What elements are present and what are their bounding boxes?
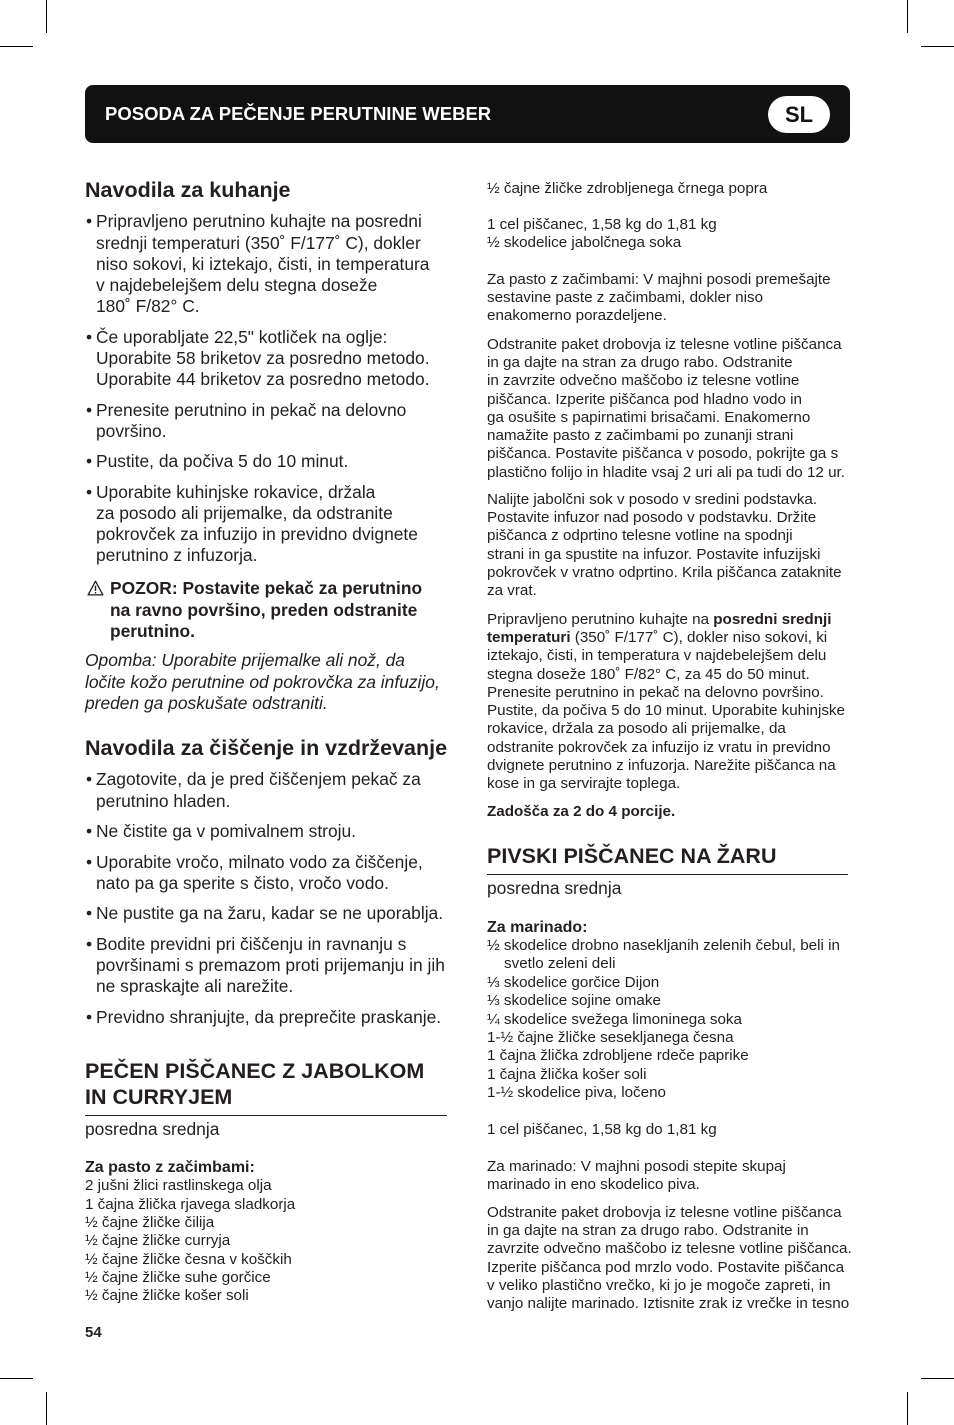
ingredient-item (487, 974, 848, 992)
text-line: PIVSKI PIŠČANEC NA ŽARU (487, 844, 777, 868)
text-line: 1-½ čajne žličke sesekljanega česna (487, 1028, 734, 1046)
text-line: • Ne pustite ga na žaru, kadar se ne uporablja. (96, 903, 444, 924)
text-line: nato pa ga sperite s čisto, vročo vodo. (96, 872, 389, 893)
text-line: ½ čajne žličke česna v koščkih (85, 1250, 292, 1268)
text-line: IN CURRYJEM (85, 1085, 233, 1109)
main-ingredients (487, 216, 848, 253)
section-title: POSODA ZA PEČENJE PERUTNINE WEBER (105, 103, 492, 124)
text-line: piščanca. Izperite piščanca pod hladno vodo in (487, 390, 802, 408)
marinade-ingredients (487, 919, 848, 1103)
text-line: za posodo ali prijemalke, da odstranite (96, 503, 393, 524)
crop-mark (46, 0, 47, 33)
ingredient-list (85, 1177, 447, 1306)
ingredients-subheading: Za pasto z začimbami: (85, 1158, 255, 1176)
text-line: perutnino z infuzorja. (96, 545, 258, 566)
warning-text (110, 578, 472, 642)
text-line: piščanca. Postavite piščanca v posodo, pokrijte ga s (487, 445, 839, 463)
text-line: ⅓ skodelice gorčice Dijon (487, 973, 660, 991)
text-line: dvignete perutnino z infuzorja. Narežite piščanca na (487, 757, 836, 775)
ingredient-item (487, 1047, 848, 1065)
text-line: strani in ga spustite na infuzor. Postavite infuzijski (487, 545, 821, 563)
bullet-item (85, 852, 447, 894)
text-line: ⅓ skodelice sojine omake (487, 992, 661, 1010)
text-line: niso sokovi, ki iztekajo, čisti, in temperatura (96, 253, 430, 274)
text-line (487, 629, 848, 647)
text-line: ½ skodelice drobno nasekljanih zelenih čebul, beli in (487, 937, 840, 955)
text-line: v veliko plastično vrečko, ki jo je mogoče zapreti, in (487, 1276, 831, 1294)
note-text (85, 650, 447, 714)
text-line: ½ čajne žličke suhe gorčice (85, 1269, 271, 1287)
text-line: Uporabite 44 briketov za posredno metodo. (96, 369, 430, 390)
text-line: 1 čajna žlička košer soli (487, 1065, 647, 1083)
text-line: PEČEN PIŠČANEC Z JABOLKOM (85, 1059, 425, 1083)
ingredient-item (487, 1011, 848, 1029)
text-line: sestavine paste z začimbami, dokler niso (487, 288, 764, 306)
text-line: • Pripravljeno perutnino kuhajte na posredni (96, 211, 422, 232)
text-line: Nalijte jabolčni sok v posodo v sredini podstavka. (487, 490, 818, 508)
text-line: perutnino. (110, 620, 196, 641)
ingredient-item (487, 992, 848, 1010)
text-line: • Previdno shranjujte, da preprečite praskanje. (96, 1006, 442, 1027)
language-badge: SL (768, 96, 830, 133)
text-line: • Bodite previdni pri čiščenju in ravnanju s (96, 933, 407, 954)
text-line: Postavite infuzor nad posodo v podstavku. Držite (487, 508, 817, 526)
paste-ingredients-continued (487, 180, 848, 198)
crop-mark (907, 1392, 908, 1425)
text-line: srednji temperaturi (350˚ F/177˚ C), dokler (96, 232, 421, 253)
text-line: za vrat. (487, 582, 537, 600)
text-line: ½ čajne žličke košer soli (85, 1287, 249, 1305)
text-line: marinado in eno skodelico piva. (487, 1175, 700, 1193)
crop-mark (46, 1392, 47, 1425)
section-header-bar (85, 85, 850, 143)
text-line: Prenesite perutnino in pekač na delovno površino. (487, 683, 824, 701)
recipe-step (487, 271, 848, 326)
text-span: (350˚ F/177˚ C), dokler niso sokovi, ki (570, 628, 828, 646)
text-line: • Ne čistite ga v pomivalnem stroju. (96, 821, 356, 842)
cooking-instructions-list (85, 211, 447, 576)
crop-mark (0, 46, 33, 47)
crop-mark (0, 1378, 33, 1379)
recipe-method: posredna srednja (487, 878, 622, 899)
recipe-method: posredna srednja (85, 1119, 220, 1140)
ingredient-item (487, 937, 848, 974)
text-line: in zavrzite odvečno maščobo iz telesne votline (487, 372, 800, 390)
cleaning-instructions-list (85, 769, 447, 1037)
warning-box (85, 578, 472, 642)
bullet-item (85, 1007, 447, 1028)
text-line: namažite pasto z začimbami po zunanji strani (487, 427, 794, 445)
bullet-item (85, 400, 447, 442)
bullet-item (85, 903, 447, 924)
text-line: Za pasto z začimbami: V majhni posodi premešajte (487, 270, 831, 288)
text-line: Za marinado: V majhni posodi stepite skupaj (487, 1157, 786, 1175)
text-line: enakomerno porazdeljene. (487, 307, 667, 325)
text-line: 1 cel piščanec, 1,58 kg do 1,81 kg (487, 1120, 717, 1138)
text-line: v najdebelejšem delu stegna doseže (96, 275, 378, 295)
cooking-instructions-heading: Navodila za kuhanje (85, 178, 291, 202)
crop-mark (921, 46, 954, 47)
text-line: površinami s premazom proti prijemanju in jih (96, 955, 445, 975)
text-line: • Pustite, da počiva 5 do 10 minut. (96, 451, 349, 472)
text-line: 1 čajna žlička rjavega sladkorja (85, 1195, 296, 1213)
ingredient-item (487, 1066, 848, 1084)
page-number: 54 (85, 1324, 102, 1341)
warning-triangle-icon (87, 580, 104, 596)
text-line: ločite kožo perutnine od pokrovčka za infuzijo, (85, 671, 440, 692)
text-line: na ravno površino, preden odstranite (110, 599, 418, 620)
text-line: stegna doseže 180˚ F/82° C, za 45 do 50 minut. (487, 665, 810, 683)
text-line: ga osušite s papirnatimi brisačami. Enakomerno (487, 408, 811, 426)
text-line: Odstranite paket drobovja iz telesne votline piščanca (487, 335, 842, 353)
text-line: svetlo zeleni deli (504, 955, 616, 973)
bullet-item (85, 327, 447, 391)
text-line: pokrovček za infuzijo in previdno dvignete (96, 524, 418, 545)
text-line: 1-½ skodelice piva, ločeno (487, 1084, 666, 1102)
text-line: Odstranite paket drobovja iz telesne votline piščanca (487, 1203, 842, 1221)
text-line: kose in ga servirajte toplega. (487, 775, 681, 793)
text-line: • Prenesite perutnino in pekač na delovno (96, 399, 407, 420)
text-line: 2 jušni žlici rastlinskega olja (85, 1177, 272, 1195)
text-line: ½ skodelice jabolčnega soka (487, 233, 682, 251)
text-line: ½ čajne žličke zdrobljenega črnega popra (487, 179, 768, 197)
text-line: Izperite piščanca pod mrzlo vodo. Postavite piščanca (487, 1258, 845, 1276)
crop-mark (921, 1378, 954, 1379)
text-line: • Uporabite kuhinjske rokavice, držala (96, 481, 376, 502)
recipe-step (487, 1203, 852, 1314)
ingredient-item (487, 1084, 848, 1102)
text-line: • Uporabite vročo, milnato vodo za čiščenje, (96, 851, 423, 872)
cleaning-instructions-heading: Navodila za čiščenje in vzdrževanje (85, 736, 448, 760)
text-line: preden ga poskušate odstraniti. (85, 692, 328, 713)
text-line: zavrzite odvečno maščobo iz telesne votline piščanca. (487, 1240, 852, 1258)
ingredient-list (487, 937, 848, 1102)
text-line: ½ čajne žličke čilija (85, 1213, 215, 1231)
text-line: iztekajo, čisti, in temperatura v najdebelejšem delu (487, 647, 827, 665)
paste-ingredients (85, 1159, 447, 1306)
text-line: • Če uporabljate 22,5" kotliček na oglje: (96, 326, 388, 347)
text-line: Pustite, da počiva 5 do 10 minut. Uporabite kuhinjske (487, 702, 845, 720)
bold-text: posredni srednji (713, 610, 832, 628)
text-span: Pripravljeno perutnino kuhajte na (487, 610, 714, 628)
text-line: plastično folijo in hladite vsaj 2 uri ali pa tudi do 12 ur. (487, 463, 845, 481)
recipe-step (487, 336, 848, 482)
text-line: perutnino hladen. (96, 790, 231, 811)
text-line: piščanca z odprtino telesne votline na spodnji (487, 527, 793, 545)
bullet-item (85, 211, 447, 317)
main-ingredients (487, 1121, 848, 1139)
text-line: rokavice, držala za posodo ali prijemalke, da (487, 720, 786, 738)
bullet-item (85, 769, 447, 811)
recipe-step (487, 1158, 848, 1195)
text-line: ½ čajne žličke curryja (85, 1232, 231, 1250)
text-line: vanjo nalijte marinado. Iztisnite zrak iz vrečke in tesno (487, 1295, 850, 1313)
bullet-item (85, 451, 447, 472)
servings-text: Zadošča za 2 do 4 porcije. (487, 802, 676, 820)
text-line (487, 611, 848, 629)
text-line: POZOR: Postavite pekač za perutnino (110, 578, 423, 599)
recipe-title-beer-can (487, 843, 848, 875)
ingredients-subheading: Za marinado: (487, 918, 588, 936)
crop-mark (907, 0, 908, 33)
text-line: in ga dajte na stran za drugo rabo. Odstranite in (487, 1221, 809, 1239)
text-line: 180˚ F/82° C. (96, 296, 200, 317)
recipe-step (487, 611, 848, 794)
text-line: ¼ skodelice svežega limoninega soka (487, 1010, 742, 1028)
text-line: 1 čajna žlička zdrobljene rdeče paprike (487, 1047, 749, 1065)
text-line: in ga dajte na stran za drugo rabo. Odstranite (487, 353, 793, 371)
text-line: Uporabite 58 briketov za posredno metodo. (96, 347, 430, 368)
text-line: ne spraskajte ali narežite. (96, 976, 294, 997)
text-line: • Zagotovite, da je pred čiščenjem pekač za (96, 769, 421, 790)
recipe-title-apple-curry (85, 1058, 447, 1116)
bold-text: temperaturi (487, 628, 571, 646)
bullet-item (85, 821, 447, 842)
recipe-step (487, 491, 848, 601)
text-line: površino. (96, 420, 167, 441)
ingredient-item (487, 1029, 848, 1047)
text-line: 1 cel piščanec, 1,58 kg do 1,81 kg (487, 215, 717, 233)
bullet-item (85, 482, 447, 567)
text-line: Opomba: Uporabite prijemalke ali nož, da (85, 650, 405, 671)
text-line: pokrovček v vratno odprtino. Krila piščanca zataknite (487, 563, 842, 581)
bullet-item (85, 934, 447, 998)
text-line: odstranite pokrovček za infuzijo iz vratu in previdno (487, 738, 831, 756)
